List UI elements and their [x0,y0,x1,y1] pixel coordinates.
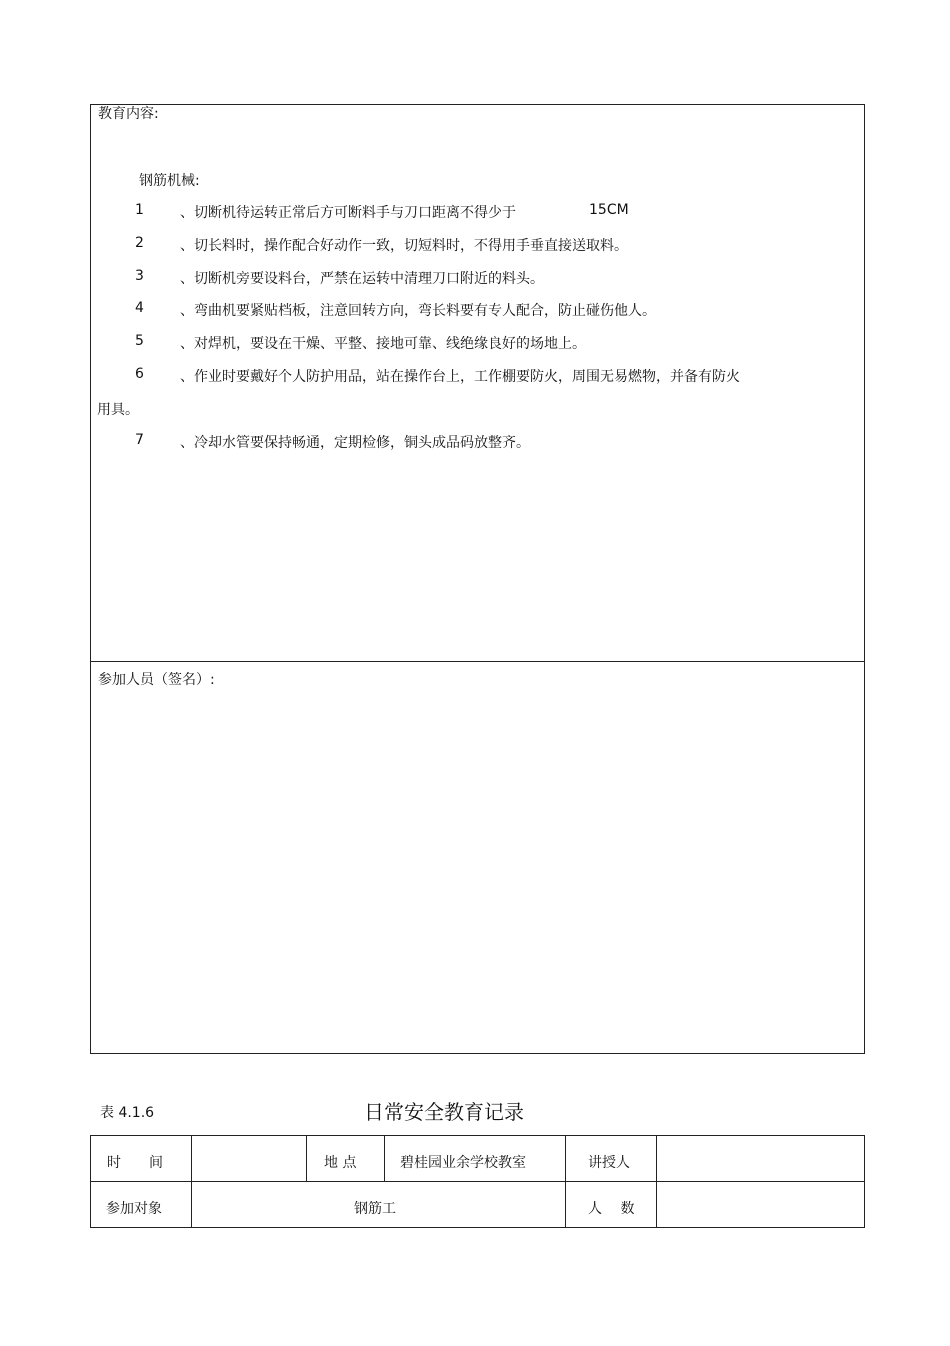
table-number: 表 4.1.6 [100,1105,155,1121]
item-distance-value: 15CM [589,202,629,218]
target-value: 钢筋工 [354,1201,396,1217]
item-number: 1 [135,202,144,218]
participants-signature-heading: 参加人员（签名）: [98,672,215,688]
item-text: 、冷却水管要保持畅通，定期检修，铜头成品码放整齐。 [180,435,530,451]
item-text: 、弯曲机要紧贴档板，注意回转方向，弯长料要有专人配合，防止碰伤他人。 [180,303,656,319]
item-text: 、切断机待运转正常后方可断料手与刀口距离不得少于 [180,205,516,221]
item-number: 4 [135,300,144,316]
place-value: 碧桂园业余学校教室 [400,1155,526,1171]
item-number: 3 [135,268,144,284]
item-text-continuation: 用具。 [97,402,139,418]
target-label: 参加对象 [106,1201,162,1217]
item-text: 、作业时要戴好个人防护用品，站在操作台上，工作棚要防火，周围无易燃物，并备有防火 [180,369,740,385]
steel-machinery-subheading: 钢筋机械: [139,173,200,189]
lecturer-label: 讲授人 [588,1155,630,1171]
item-number: 6 [135,366,144,382]
record-table-col-divider [656,1135,657,1228]
time-label: 时 间 [107,1155,163,1171]
place-label: 地 点 [324,1155,357,1171]
record-table-row-divider [90,1181,865,1182]
record-table-col-divider [565,1135,566,1228]
form-divider [90,661,865,662]
record-table-col-divider [191,1135,192,1228]
record-table-col-divider [384,1135,385,1181]
item-number: 2 [135,235,144,251]
item-number: 5 [135,333,144,349]
item-text: 、切断机旁要设料台，严禁在运转中清理刀口附近的料头。 [180,271,544,287]
record-title: 日常安全教育记录 [364,1100,524,1124]
item-text: 、对焊机，要设在干燥、平整、接地可靠、线绝缘良好的场地上。 [180,336,586,352]
item-text: 、切长料时，操作配合好动作一致，切短料时，不得用手垂直接送取料。 [180,238,628,254]
item-number: 7 [135,432,144,448]
count-label: 人 数 [588,1201,635,1217]
record-table-col-divider [306,1135,307,1181]
education-content-heading: 教育内容: [98,106,159,122]
